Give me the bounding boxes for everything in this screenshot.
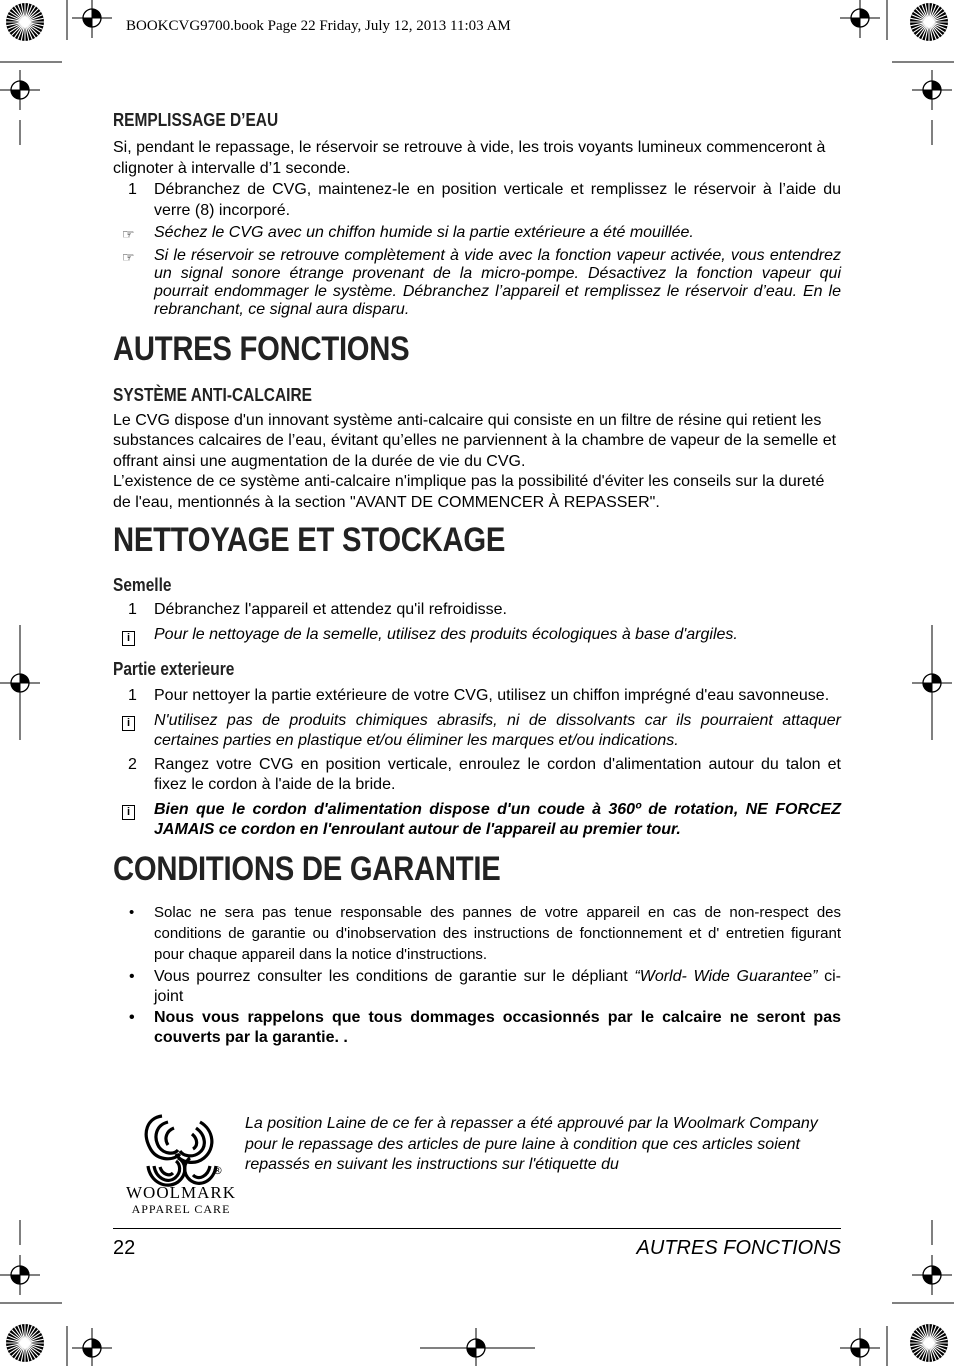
section-title-autres-fonctions: AUTRES FONCTIONS xyxy=(113,329,410,368)
bullet-text: Nous vous rappelons que tous dommages occasionnés par le calcaire ne seront pas couverts par la garantie. . xyxy=(154,1008,841,1046)
list-item xyxy=(113,224,841,245)
bullet-text-part: ci-joint xyxy=(154,967,841,1005)
list-item xyxy=(113,686,841,707)
step-number: 1 xyxy=(128,601,137,618)
anti-calcaire-paragraph: L’existence de ce système anti-calcaire n'implique pas la possibilité d'éviter les conseils sur la dureté de l'eau, mentionnés à la section "AVANT DE COMMENCER À REPASSER". xyxy=(113,473,825,511)
step-text: Rangez votre CVG en position verticale, enroulez le cordon d'alimentation autour du talon et fixez le cordon à l'aide de la bride. xyxy=(154,755,841,793)
step-number: 1 xyxy=(128,687,137,704)
hand-pointer-icon: ☞ xyxy=(122,248,135,265)
list-item xyxy=(113,1008,841,1049)
list-item xyxy=(113,180,841,221)
woolmark-text: La position Laine de ce fer à repasser a été approuvé par la Woolmark Company pour le repassage des articles de pure laine à condition que ces articles soient repassés en suivant les instructions sur l'étiquette du xyxy=(245,1115,818,1173)
leaflet-title: “World- Wide Guarantee” xyxy=(634,967,818,985)
info-icon: i xyxy=(122,716,135,731)
bullet-icon: • xyxy=(129,903,135,921)
woolmark-logo xyxy=(122,1108,240,1218)
bullet-text xyxy=(154,967,841,1008)
list-item xyxy=(113,600,841,621)
bullet-icon: • xyxy=(129,1008,135,1026)
hand-pointer-icon: ☞ xyxy=(122,226,135,242)
registered-mark: ® xyxy=(212,1164,223,1177)
footer-divider xyxy=(113,1228,841,1229)
note-text: Pour le nettoyage de la semelle, utilisez des produits écologiques à base d'argiles. xyxy=(154,625,738,643)
step-number: 1 xyxy=(128,181,137,198)
warning-text: Bien que le cordon d'alimentation dispose d'un coude à 360º de rotation, NE FORCEZ JAMAIS ce cordon en l'enroulant autour de l'appareil au premier tour. xyxy=(154,800,841,838)
subsection-title-semelle: Semelle xyxy=(113,575,172,595)
step-text: Débranchez l'appareil et attendez qu'il refroidisse. xyxy=(154,601,507,618)
note-text: Séchez le CVG avec un chiffon humide si la partie extérieure a été mouillée. xyxy=(154,224,694,241)
bullet-text: Solac ne sera pas tenue responsable des pannes de votre appareil en cas de non-respect des conditions de garantie ou d'inobservation des instructions de fonctionnement et d' entretien figurant pour chaque appareil dans la notice d'instructions. xyxy=(154,903,841,963)
remplissage-intro: Si, pendant le repassage, le réservoir se retrouve à vide, les trois voyants lumineux commenceront à clignoter à intervalle d’1 seconde. xyxy=(113,139,826,177)
note-text: Si le réservoir se retrouve complètement à vide avec la fonction vapeur activée, vous entendrez un signal sonore étrange provenant de la micro-pompe. Désactivez la fonction vapeur qui pourrait endommager le système. Débranchez l’appareil et remplissez le réservoir d’eau. En le rebranchant, ce signal aura disparu. xyxy=(154,246,841,318)
info-icon: i xyxy=(122,631,135,646)
bullet-text-part: Vous pourrez consulter les conditions de garantie sur le dépliant xyxy=(154,967,635,985)
woolmark-logo-word: WOOLMARK xyxy=(126,1183,236,1202)
info-icon: i xyxy=(122,805,135,820)
subsection-title-anti-calcaire: SYSTÈME ANTI-CALCAIRE xyxy=(113,384,312,405)
section-title-remplissage: REMPLISSAGE D’EAU xyxy=(113,110,279,130)
step-text: Débranchez de CVG, maintenez-le en position verticale et remplissez le réservoir à l’aide du verre (8) incorporé. xyxy=(154,181,841,219)
list-item xyxy=(113,247,841,319)
list-item xyxy=(113,800,841,841)
note-text: N'utilisez pas de produits chimiques abrasifs, ni de dissolvants car ils pourraient attaquer certaines parties en plastique et/ou éliminer les marques et/ou indications. xyxy=(154,711,841,749)
list-item xyxy=(113,967,841,1008)
section-title-nettoyage: NETTOYAGE ET STOCKAGE xyxy=(113,521,506,559)
page-number: 22 xyxy=(113,1237,136,1259)
list-item xyxy=(113,711,841,752)
woolmark-logo-subtitle: APPAREL CARE xyxy=(131,1202,231,1216)
step-text: Pour nettoyer la partie extérieure de votre CVG, utilisez un chiffon imprégné d'eau savonneuse. xyxy=(154,687,830,704)
footer-section-title: AUTRES FONCTIONS xyxy=(636,1237,841,1259)
step-number: 2 xyxy=(128,755,137,773)
page-content xyxy=(113,106,841,1049)
anti-calcaire-paragraph: Le CVG dispose d'un innovant système anti-calcaire qui consiste en un filtre de résine qui retient les substances calcaires de l’eau, évitant qu’elles ne parviennent à la chambre de vapeur de la semelle et offrant ainsi une augmentation de la durée de vie du CVG. xyxy=(113,411,837,470)
bullet-icon: • xyxy=(129,967,135,985)
list-item xyxy=(113,902,841,965)
list-item xyxy=(113,626,841,647)
print-header: BOOKCVG9700.book Page 22 Friday, July 12, 2013 11:03 AM xyxy=(126,18,511,34)
list-item xyxy=(113,755,841,796)
subsection-title-partie-exterieure: Partie exterieure xyxy=(113,659,235,679)
section-title-garantie: CONDITIONS DE GARANTIE xyxy=(113,849,501,888)
